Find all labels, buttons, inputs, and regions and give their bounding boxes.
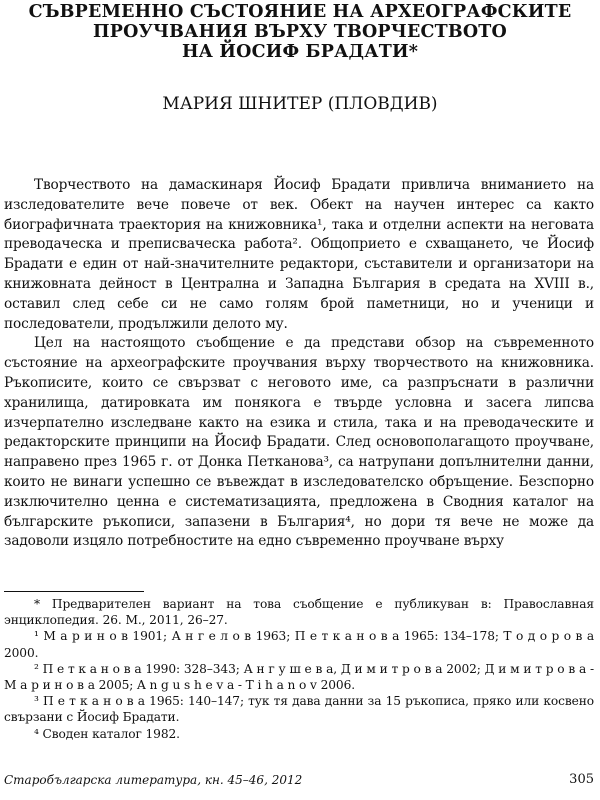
footnote: ⁴ Сводeн каталог 1982. [34, 726, 180, 741]
footnotes [4, 596, 594, 742]
author-name: МАРИЯ ШНИТЕР (ПЛОВДИВ) [162, 94, 438, 114]
footnote-divider [4, 591, 144, 592]
article-title [20, 2, 580, 62]
footnote: ¹ М а р и н о в 1901; А н г е л о в 1963; П е т к а н о в а 1965: 134–178; Т о д о р о в а 2000. [4, 629, 594, 660]
footnote: * Предварителен вариант на това съобщение е публикуван в: Православная энциклопедия. 26. М., 2011, 26–27. [4, 597, 594, 628]
page-number: 305 [569, 772, 594, 787]
title-line: СЪВРЕМЕННО СЪСТОЯНИЕ НА АРХЕОГРАФСКИТЕ [28, 1, 572, 22]
body-paragraph: Творчеството на дамаскинаря Йосиф Брадати привлича вниманието на изследователите вече повече от век. Обект на научен интерес са както биографичната траектория на книжовника¹, така и отделни аспекти на неговата преводаческа и преписваческа работа². Общоприето е схващането, че Йосиф Брадати е един от най-значителните редактори, съставители и организатори на книжовната дейност в Централна и Западна България в средата на XVIII в., оставил след себе си не само голям брой паметници, но и ученици и последователи, продължили делото му. [4, 177, 594, 332]
footnote: ² П е т к а н о в а 1990: 328–343; А н г у ш е в а, Д и м и т р о в а 2002; Д и м и т р о в а - М а р и н о в а 2005; A n g u s h e v a - T i h a n o v 2006. [4, 661, 594, 693]
article-body [4, 176, 594, 552]
journal-footer: Старобългарска литература, кн. 45–46, 2012 [4, 773, 303, 787]
body-paragraph: Цел на настоящото съобщение е да представи обзор на съвременното състояние на археографските проучвания върху творчеството на книжовника. Ръкописите, които се свързват с неговото име, са разпръснати в различни хранилища, датировката им понякога е твърде условна и засега липсва изчерпателно изследване както на езика и стила, така и на преводаческите и редакторските принципи на Йосиф Брадати. След основополагащото проучване, направено през 1965 г. от Донка Петканова³, са натрупани допълнителни данни, които не винаги успешно се въвеждат в изследователско обръщение. Безспорно изключително ценна е систематизацията, предложена в Сводния каталог на българските ръкописи, запазени в България⁴, но дори тя вече не може да задоволи изцяло потребностите на едно съвременно проучване върху [4, 335, 594, 550]
footnote: ³ П е т к а н о в а 1965: 140–147; тук тя дава данни за 15 ръкописа, пряко или косвено свързани с Йосиф Брадати. [4, 694, 594, 725]
title-line: ПРОУЧВАНИЯ ВЪРХУ ТВОРЧЕСТВОТО [93, 21, 507, 42]
title-line: НА ЙОСИФ БРАДАТИ* [181, 41, 419, 62]
